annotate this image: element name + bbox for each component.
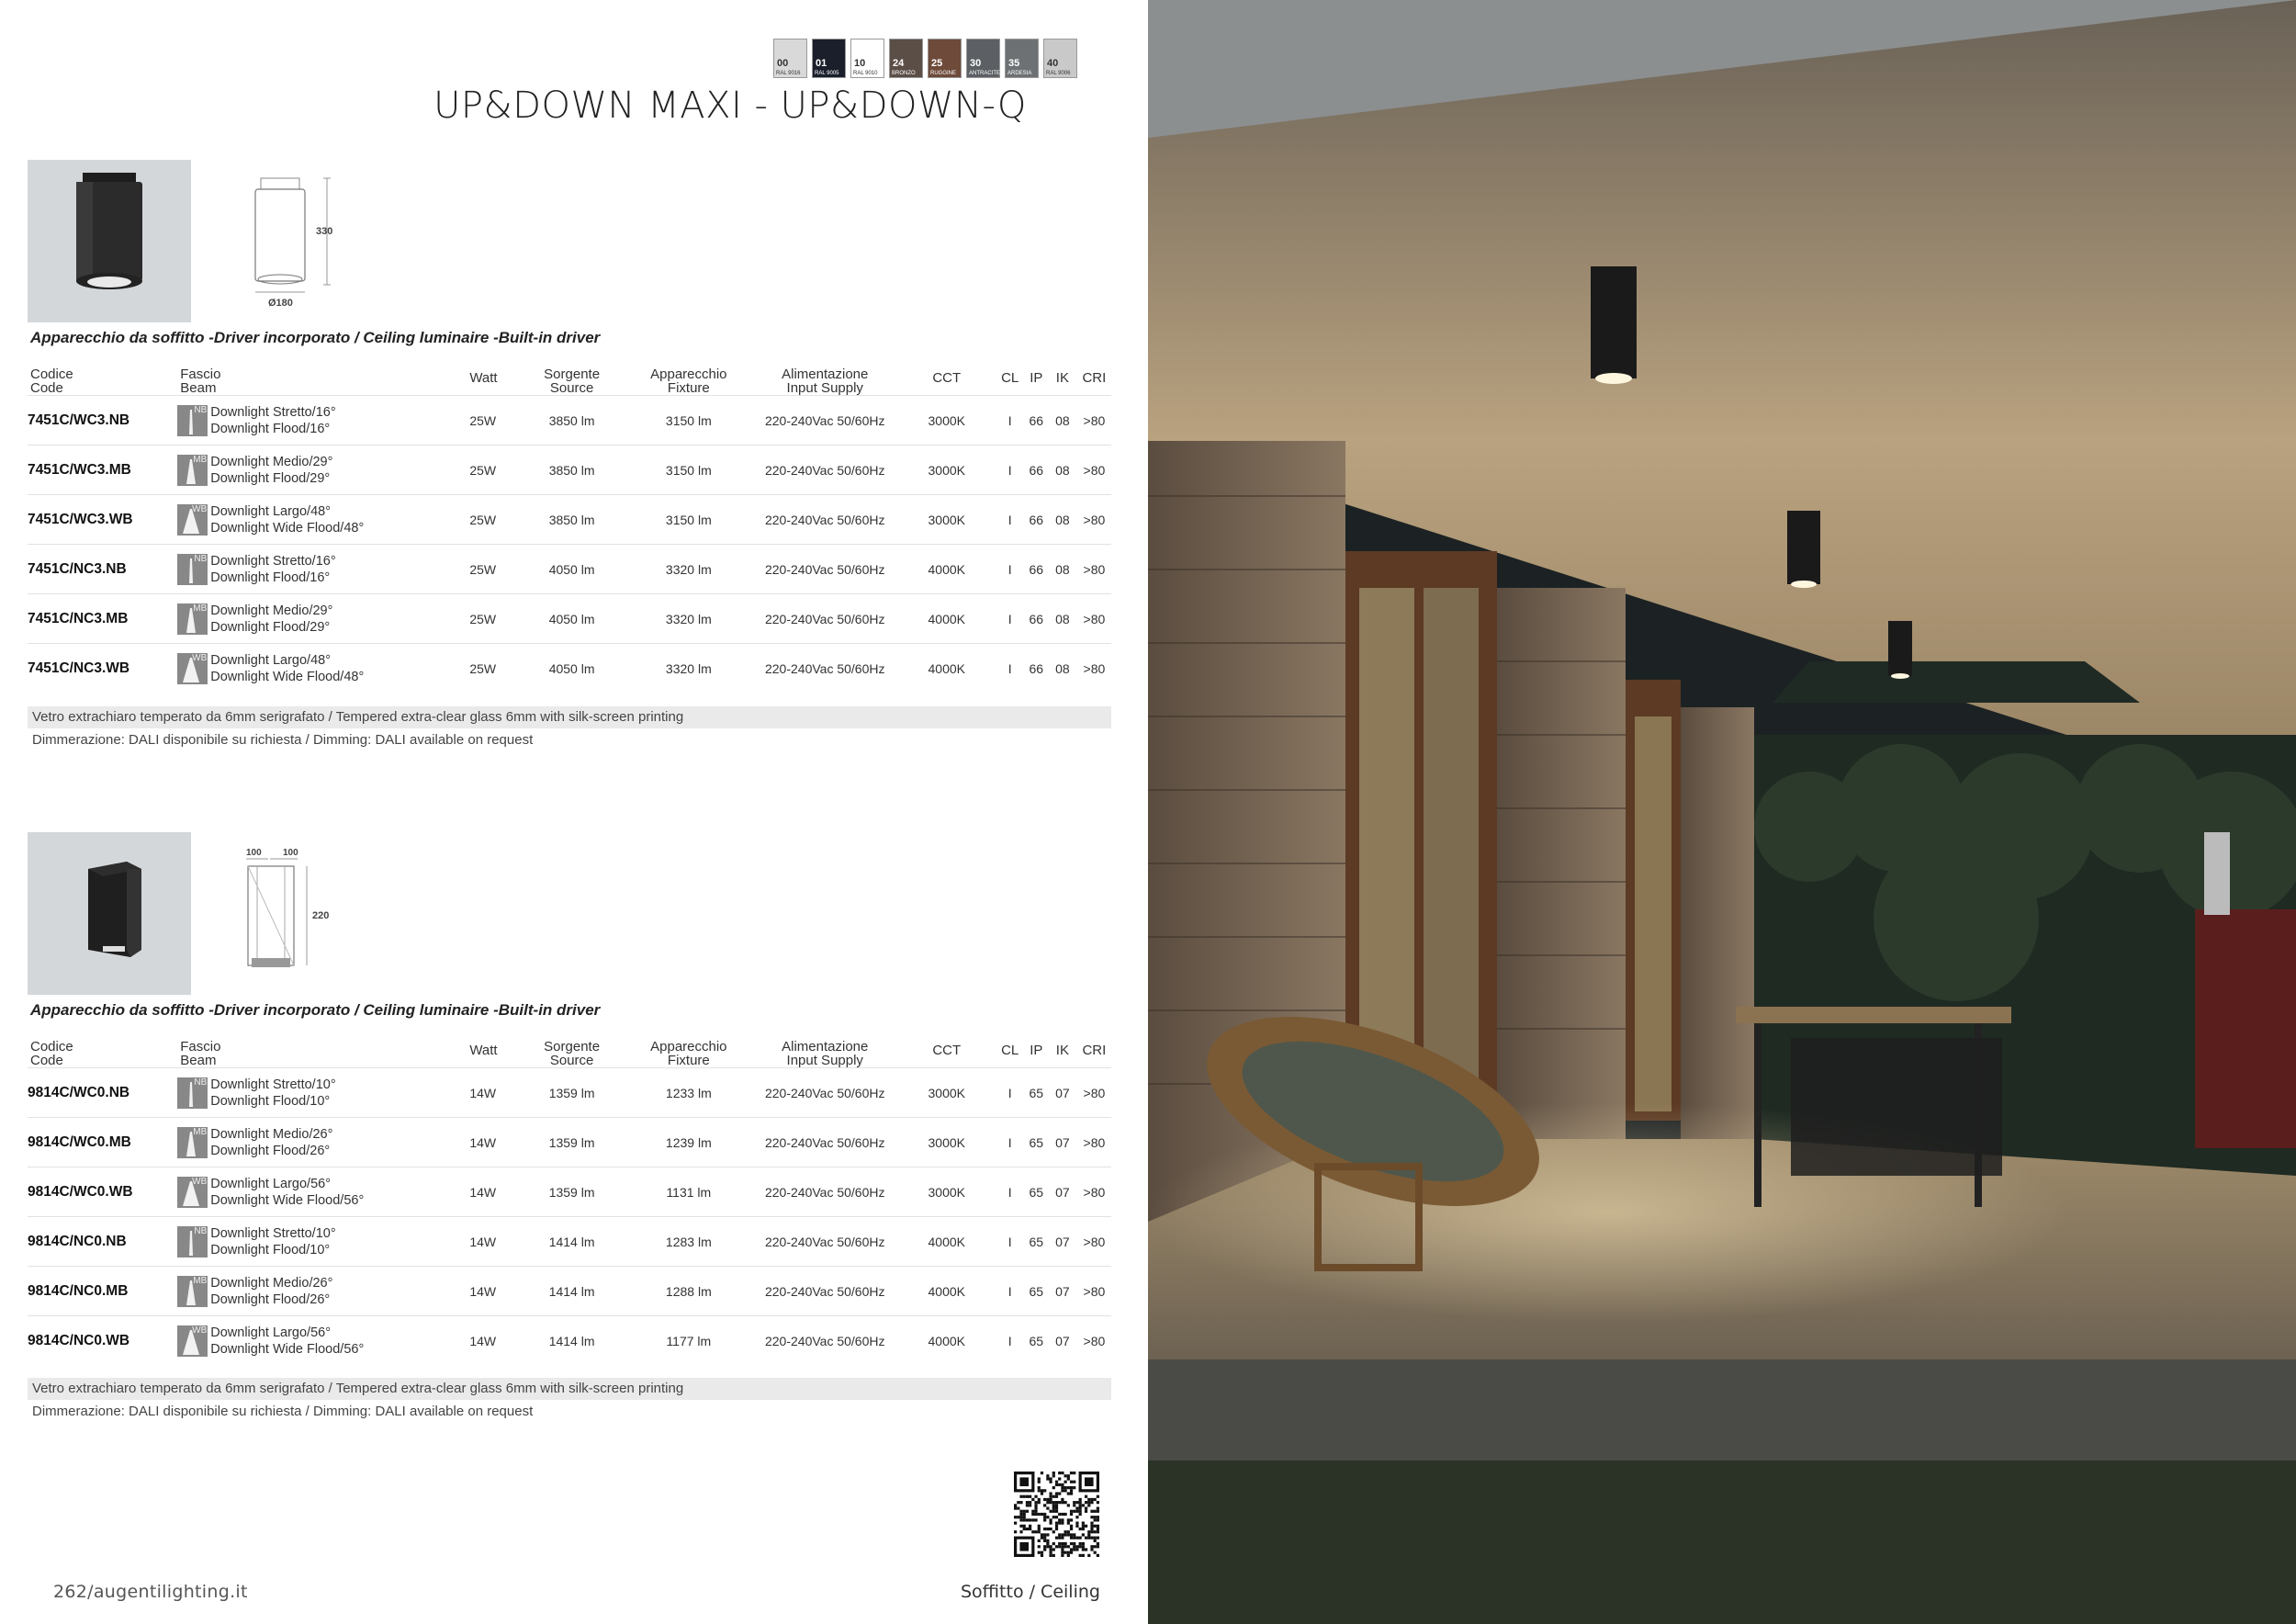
source-lumens: 1414 lm [518, 1217, 625, 1267]
column-header: Codice Code [30, 367, 73, 396]
beam-name-en: Downlight Flood/29° [210, 470, 331, 486]
beam-cell [177, 1118, 469, 1167]
finish-swatch [889, 39, 923, 78]
beam-angle-icon [177, 1177, 208, 1208]
input-supply: 220-240Vac 50/60Hz [752, 1267, 898, 1316]
beam-name-en: Downlight Wide Flood/48° [210, 669, 365, 684]
product-code: 9814C/NC0.NB [28, 1217, 177, 1267]
cri-value: >80 [1077, 1167, 1111, 1217]
beam-code: WB [192, 1325, 208, 1336]
finish-swatch [966, 39, 1000, 78]
fixture-lumens: 3320 lm [625, 545, 752, 594]
table-row [28, 445, 1111, 495]
column-header: CCT [932, 1042, 962, 1058]
cri-value: >80 [1077, 1118, 1111, 1167]
watt-value: 14W [469, 1167, 518, 1217]
page-title: UP&DOWN MAXI - UP&DOWN-Q [433, 85, 1027, 127]
watt-value: 25W [469, 495, 518, 545]
dim-height: 330 [316, 226, 333, 237]
input-supply: 220-240Vac 50/60Hz [752, 545, 898, 594]
cct-value: 3000K [898, 1118, 996, 1167]
column-header: Codice Code [30, 1039, 73, 1068]
note-glass-1: Vetro extrachiaro temperato da 6mm serigrafato / Tempered extra-clear glass 6mm with silk-screen printing [28, 706, 1111, 728]
input-supply: 220-240Vac 50/60Hz [752, 495, 898, 545]
cct-value: 3000K [898, 495, 996, 545]
fixture-lumens: 3150 lm [625, 445, 752, 495]
product-code: 7451C/WC3.WB [28, 495, 177, 545]
product-code: 7451C/NC3.WB [28, 644, 177, 694]
beam-code: MB [193, 454, 208, 465]
table-row [28, 1167, 1111, 1217]
input-supply: 220-240Vac 50/60Hz [752, 1167, 898, 1217]
beam-angle-icon [177, 603, 208, 635]
watt-value: 25W [469, 445, 518, 495]
input-supply: 220-240Vac 50/60Hz [752, 445, 898, 495]
input-supply: 220-240Vac 50/60Hz [752, 1217, 898, 1267]
watt-value: 14W [469, 1068, 518, 1118]
ip-value: 65 [1025, 1217, 1048, 1267]
fixture-lumens: 3150 lm [625, 396, 752, 445]
class-value: I [996, 396, 1025, 445]
swatch-number: 25 [931, 58, 943, 69]
note-dimming-2: Dimmerazione: DALI disponibile su richiesta / Dimming: DALI available on request [32, 1404, 534, 1419]
cct-value: 3000K [898, 445, 996, 495]
beam-cell [177, 644, 469, 694]
cri-value: >80 [1077, 445, 1111, 495]
input-supply: 220-240Vac 50/60Hz [752, 644, 898, 694]
finish-swatch [773, 39, 807, 78]
fixture-lumens: 1131 lm [625, 1167, 752, 1217]
beam-name-it: Downlight Largo/48° [210, 652, 332, 668]
beam-angle-icon [177, 554, 208, 585]
beam-name-en: Downlight Flood/16° [210, 421, 331, 436]
spec-table-1 [28, 360, 1111, 693]
column-header: IP [1030, 369, 1043, 386]
class-value: I [996, 1316, 1025, 1366]
ik-value: 08 [1048, 594, 1077, 644]
column-header: Alimentazione Input Supply [782, 1039, 869, 1068]
beam-cell [177, 1316, 469, 1366]
beam-name-it: Downlight Medio/29° [210, 454, 333, 469]
swatch-number: 10 [854, 58, 866, 69]
column-header: Apparecchio Fixture [650, 367, 727, 396]
class-value: I [996, 1068, 1025, 1118]
source-lumens: 1359 lm [518, 1118, 625, 1167]
ip-value: 65 [1025, 1118, 1048, 1167]
beam-name-en: Downlight Flood/10° [210, 1242, 331, 1257]
table-row [28, 1118, 1111, 1167]
fixture-lumens: 1288 lm [625, 1267, 752, 1316]
ik-value: 08 [1048, 644, 1077, 694]
beam-code: MB [193, 1126, 208, 1137]
cct-value: 4000K [898, 1267, 996, 1316]
beam-code: WB [192, 503, 208, 514]
beam-code: WB [192, 1176, 208, 1187]
beam-code: NB [194, 1077, 208, 1088]
product-code: 9814C/NC0.WB [28, 1316, 177, 1366]
beam-name-en: Downlight Flood/29° [210, 619, 331, 635]
ik-value: 08 [1048, 445, 1077, 495]
beam-name-it: Downlight Medio/29° [210, 603, 333, 618]
column-header: CL [1001, 369, 1019, 386]
beam-angle-icon [177, 1127, 208, 1158]
cct-value: 4000K [898, 644, 996, 694]
column-header: IP [1030, 1042, 1043, 1058]
column-header: Fascio Beam [180, 1039, 221, 1068]
table-row [28, 396, 1111, 445]
cct-value: 4000K [898, 1316, 996, 1366]
beam-code: NB [194, 553, 208, 564]
column-header: Apparecchio Fixture [650, 1039, 727, 1068]
beam-cell [177, 1267, 469, 1316]
swatch-ral-label: RUGGINE [930, 71, 957, 76]
beam-name-it: Downlight Largo/56° [210, 1325, 332, 1340]
beam-name-en: Downlight Flood/16° [210, 570, 331, 585]
cri-value: >80 [1077, 594, 1111, 644]
swatch-ral-label: ARDESIA [1007, 71, 1032, 76]
beam-name-it: Downlight Largo/48° [210, 503, 332, 519]
cct-value: 3000K [898, 396, 996, 445]
watt-value: 14W [469, 1217, 518, 1267]
footer-page-url: 262/augentilighting.it [53, 1582, 248, 1602]
beam-name-en: Downlight Flood/10° [210, 1093, 331, 1109]
beam-name-en: Downlight Wide Flood/56° [210, 1192, 365, 1208]
column-header: CRI [1082, 369, 1107, 386]
finish-swatch [928, 39, 962, 78]
ik-value: 07 [1048, 1217, 1077, 1267]
beam-code: NB [194, 404, 208, 415]
input-supply: 220-240Vac 50/60Hz [752, 396, 898, 445]
dim-width-1: 100 [246, 848, 262, 858]
source-lumens: 3850 lm [518, 396, 625, 445]
cri-value: >80 [1077, 1217, 1111, 1267]
product-code: 7451C/WC3.NB [28, 396, 177, 445]
source-lumens: 3850 lm [518, 495, 625, 545]
column-header: Sorgente Source [544, 1039, 601, 1068]
beam-angle-icon [177, 1226, 208, 1257]
beam-cell [177, 396, 469, 445]
cri-value: >80 [1077, 495, 1111, 545]
beam-angle-icon [177, 504, 208, 536]
dim-height-2: 220 [312, 910, 330, 921]
dim-width-2: 100 [283, 848, 298, 858]
beam-angle-icon [177, 1276, 208, 1307]
ip-value: 66 [1025, 644, 1048, 694]
swatch-number: 40 [1047, 58, 1059, 69]
source-lumens: 1359 lm [518, 1068, 625, 1118]
beam-cell [177, 1068, 469, 1118]
finish-swatches [773, 39, 1077, 78]
input-supply: 220-240Vac 50/60Hz [752, 1118, 898, 1167]
footer-section: Soffitto / Ceiling [961, 1582, 1100, 1602]
swatch-number: 00 [777, 58, 789, 69]
spec-table-2 [28, 1032, 1111, 1365]
beam-name-en: Downlight Wide Flood/56° [210, 1341, 365, 1357]
product-code: 7451C/WC3.MB [28, 445, 177, 495]
cct-value: 3000K [898, 1068, 996, 1118]
input-supply: 220-240Vac 50/60Hz [752, 594, 898, 644]
cri-value: >80 [1077, 545, 1111, 594]
class-value: I [996, 594, 1025, 644]
input-supply: 220-240Vac 50/60Hz [752, 1068, 898, 1118]
dim-diameter: Ø180 [268, 298, 293, 309]
watt-value: 14W [469, 1316, 518, 1366]
beam-name-it: Downlight Stretto/16° [210, 553, 336, 569]
cri-value: >80 [1077, 1068, 1111, 1118]
column-header: Fascio Beam [180, 367, 221, 396]
note-dimming-1: Dimmerazione: DALI disponibile su richiesta / Dimming: DALI available on request [32, 732, 534, 748]
watt-value: 14W [469, 1118, 518, 1167]
class-value: I [996, 1267, 1025, 1316]
fixture-lumens: 1239 lm [625, 1118, 752, 1167]
column-header: Sorgente Source [544, 367, 601, 396]
beam-name-it: Downlight Stretto/16° [210, 404, 336, 420]
source-lumens: 4050 lm [518, 545, 625, 594]
section1-subtitle: Apparecchio da soffitto -Driver incorporato / Ceiling luminaire -Built-in driver [30, 329, 601, 346]
product-code: 9814C/NC0.MB [28, 1267, 177, 1316]
column-header: Watt [469, 369, 498, 386]
input-supply: 220-240Vac 50/60Hz [752, 1316, 898, 1366]
table-row [28, 594, 1111, 644]
table-row [28, 644, 1111, 694]
beam-code: MB [193, 1275, 208, 1286]
beam-name-en: Downlight Wide Flood/48° [210, 520, 365, 536]
beam-cell [177, 594, 469, 644]
ip-value: 65 [1025, 1267, 1048, 1316]
watt-value: 25W [469, 594, 518, 644]
class-value: I [996, 445, 1025, 495]
column-header: IK [1055, 1042, 1069, 1058]
source-lumens: 3850 lm [518, 445, 625, 495]
beam-code: MB [193, 603, 208, 614]
ik-value: 08 [1048, 396, 1077, 445]
ip-value: 66 [1025, 495, 1048, 545]
product-code: 9814C/WC0.WB [28, 1167, 177, 1217]
note-glass-2: Vetro extrachiaro temperato da 6mm serigrafato / Tempered extra-clear glass 6mm with silk-screen printing [28, 1378, 1111, 1400]
column-header: Alimentazione Input Supply [782, 367, 869, 396]
class-value: I [996, 1167, 1025, 1217]
cri-value: >80 [1077, 644, 1111, 694]
class-value: I [996, 545, 1025, 594]
cct-value: 4000K [898, 545, 996, 594]
ip-value: 65 [1025, 1068, 1048, 1118]
ip-value: 66 [1025, 545, 1048, 594]
column-header: IK [1055, 369, 1069, 386]
swatch-ral-label: RAL 9010 [853, 71, 878, 76]
swatch-ral-label: RAL 9005 [815, 71, 839, 76]
product-photo-cylinder [28, 160, 191, 322]
finish-swatch [1043, 39, 1077, 78]
cct-value: 4000K [898, 1217, 996, 1267]
beam-cell [177, 445, 469, 495]
beam-name-it: Downlight Medio/26° [210, 1275, 333, 1291]
finish-swatch [1005, 39, 1039, 78]
table-row [28, 1217, 1111, 1267]
ip-value: 66 [1025, 396, 1048, 445]
fixture-lumens: 3320 lm [625, 594, 752, 644]
beam-angle-icon [177, 405, 208, 436]
watt-value: 14W [469, 1267, 518, 1316]
beam-angle-icon [177, 1325, 208, 1357]
watt-value: 25W [469, 396, 518, 445]
table-row [28, 545, 1111, 594]
class-value: I [996, 495, 1025, 545]
fixture-lumens: 1233 lm [625, 1068, 752, 1118]
ik-value: 07 [1048, 1118, 1077, 1167]
beam-angle-icon [177, 653, 208, 684]
beam-angle-icon [177, 455, 208, 486]
dimension-drawing-cylinder [246, 175, 347, 312]
beam-name-en: Downlight Flood/26° [210, 1143, 331, 1158]
watt-value: 25W [469, 644, 518, 694]
beam-name-it: Downlight Stretto/10° [210, 1225, 336, 1241]
beam-angle-icon [177, 1077, 208, 1109]
beam-name-it: Downlight Stretto/10° [210, 1077, 336, 1092]
ik-value: 07 [1048, 1316, 1077, 1366]
product-code: 9814C/WC0.MB [28, 1118, 177, 1167]
swatch-ral-label: RAL 9016 [776, 71, 801, 76]
fixture-lumens: 3150 lm [625, 495, 752, 545]
ik-value: 07 [1048, 1167, 1077, 1217]
source-lumens: 4050 lm [518, 644, 625, 694]
cct-value: 4000K [898, 594, 996, 644]
fixture-lumens: 1177 lm [625, 1316, 752, 1366]
beam-cell [177, 1167, 469, 1217]
beam-cell [177, 545, 469, 594]
dimension-drawing-square [241, 850, 342, 974]
column-header: Watt [469, 1042, 498, 1058]
ik-value: 07 [1048, 1068, 1077, 1118]
source-lumens: 1359 lm [518, 1167, 625, 1217]
class-value: I [996, 1217, 1025, 1267]
product-code: 9814C/WC0.NB [28, 1068, 177, 1118]
source-lumens: 4050 lm [518, 594, 625, 644]
swatch-number: 35 [1008, 58, 1020, 69]
fixture-lumens: 1283 lm [625, 1217, 752, 1267]
product-code: 7451C/NC3.MB [28, 594, 177, 644]
source-lumens: 1414 lm [518, 1316, 625, 1366]
product-photo-square [28, 832, 191, 995]
ik-value: 08 [1048, 545, 1077, 594]
ip-value: 65 [1025, 1167, 1048, 1217]
column-header: CCT [932, 369, 962, 386]
beam-cell [177, 495, 469, 545]
swatch-ral-label: RAL 9006 [1046, 71, 1071, 76]
table-row [28, 1316, 1111, 1366]
ik-value: 08 [1048, 495, 1077, 545]
beam-name-it: Downlight Largo/56° [210, 1176, 332, 1191]
swatch-number: 24 [893, 58, 905, 69]
swatch-ral-label: ANTRACITE [969, 71, 1001, 76]
ip-value: 66 [1025, 594, 1048, 644]
table-row [28, 1068, 1111, 1118]
fixture-lumens: 3320 lm [625, 644, 752, 694]
section2-subtitle: Apparecchio da soffitto -Driver incorporato / Ceiling luminaire -Built-in driver [30, 1001, 601, 1019]
swatch-number: 01 [816, 58, 827, 69]
beam-code: WB [192, 652, 208, 663]
class-value: I [996, 1118, 1025, 1167]
qr-code[interactable] [1014, 1472, 1099, 1557]
column-header: CRI [1082, 1042, 1107, 1058]
swatch-ral-label: BRONZO [892, 71, 916, 76]
ip-value: 66 [1025, 445, 1048, 495]
swatch-number: 30 [970, 58, 982, 69]
cri-value: >80 [1077, 396, 1111, 445]
ambient-photo [1148, 0, 2296, 1624]
beam-name-it: Downlight Medio/26° [210, 1126, 333, 1142]
ip-value: 65 [1025, 1316, 1048, 1366]
finish-swatch [812, 39, 846, 78]
beam-name-en: Downlight Flood/26° [210, 1291, 331, 1307]
beam-code: NB [194, 1225, 208, 1236]
finish-swatch [850, 39, 884, 78]
cct-value: 3000K [898, 1167, 996, 1217]
ik-value: 07 [1048, 1267, 1077, 1316]
table-row [28, 495, 1111, 545]
source-lumens: 1414 lm [518, 1267, 625, 1316]
cri-value: >80 [1077, 1267, 1111, 1316]
cri-value: >80 [1077, 1316, 1111, 1366]
watt-value: 25W [469, 545, 518, 594]
product-code: 7451C/NC3.NB [28, 545, 177, 594]
table-row [28, 1267, 1111, 1316]
column-header: CL [1001, 1042, 1019, 1058]
class-value: I [996, 644, 1025, 694]
beam-cell [177, 1217, 469, 1267]
